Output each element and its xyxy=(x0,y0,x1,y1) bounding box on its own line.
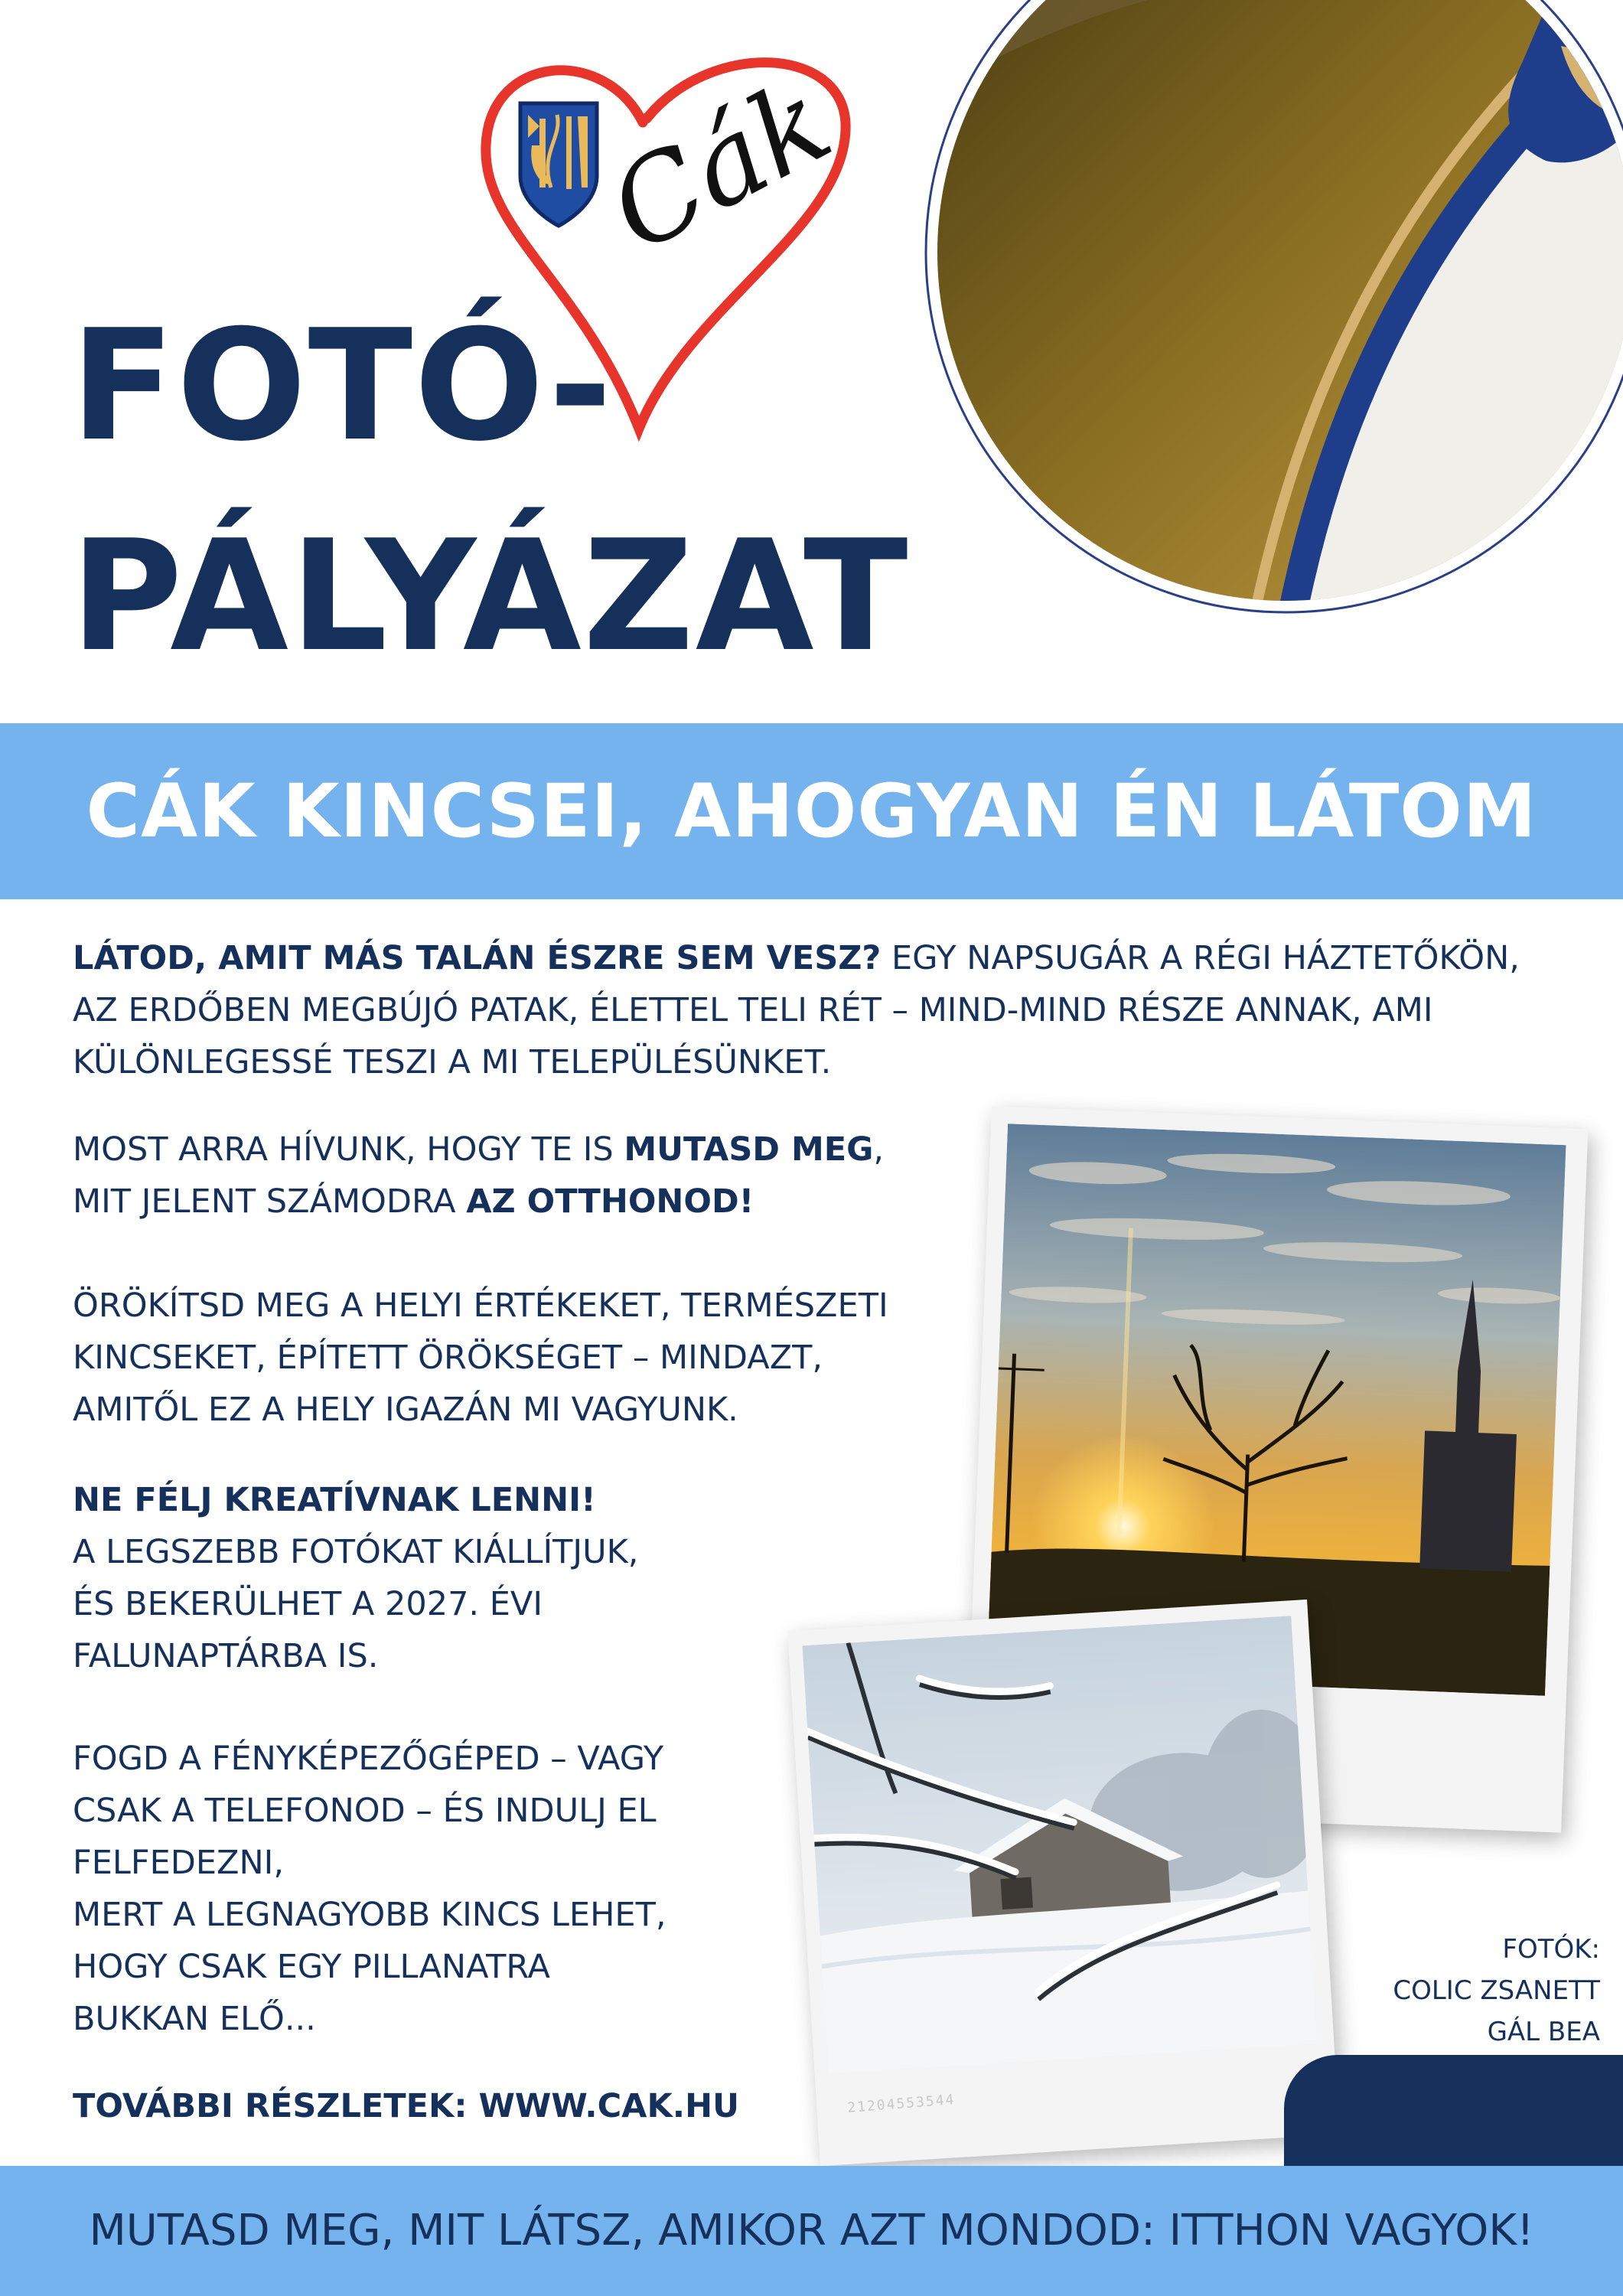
invite-paragraph xyxy=(73,1124,1037,1228)
creative-line: ÉS BEKERÜLHET A 2027. ÉVI xyxy=(73,1585,543,1623)
title-line-1: FOTÓ- xyxy=(70,297,614,475)
explore-line: BUKKAN ELŐ... xyxy=(73,2000,316,2038)
explore-paragraph xyxy=(73,1733,838,2045)
explore-line: FOGD A FÉNYKÉPEZŐGÉPED – VAGY xyxy=(73,1740,664,1778)
photo-credits-label: FOTÓK: xyxy=(1502,1934,1600,1965)
polaroid-code: 21204553544 xyxy=(846,2091,957,2116)
more-details-link[interactable]: TOVÁBBI RÉSZLETEK: WWW.CAK.HU xyxy=(73,2087,740,2125)
creative-paragraph xyxy=(73,1474,838,1682)
capture-paragraph xyxy=(73,1280,1037,1436)
creative-line: FALUNAPTÁRBA IS. xyxy=(73,1637,379,1675)
photo-credit-name: COLIC ZSANETT xyxy=(1393,1975,1600,2006)
explore-line: FELFEDEZNI, xyxy=(73,1844,285,1882)
coat-of-arms-icon xyxy=(520,103,597,226)
title-line-2: PÁLYÁZAT xyxy=(70,507,910,686)
invite-text-bold-1: MUTASD MEG xyxy=(624,1130,874,1169)
explore-line: MERT A LEGNAGYOBB KINCS LEHET, xyxy=(73,1896,666,1934)
explore-line: CSAK A TELEFONOD – ÉS INDULJ EL xyxy=(73,1792,657,1830)
welcome-sign-photo xyxy=(888,0,1623,651)
invite-text-a: MOST ARRA HÍVUNK, HOGY TE IS xyxy=(73,1130,624,1169)
invite-text-d: MIT JELENT SZÁMODRA xyxy=(73,1182,467,1221)
invite-text-comma: , xyxy=(873,1130,885,1169)
creative-heading: NE FÉLJ KREATÍVNAK LENNI! xyxy=(73,1481,596,1519)
subtitle-banner-text: CÁK KINCSEI, AHOGYAN ÉN LÁTOM xyxy=(86,768,1537,854)
creative-line: A LEGSZEBB FOTÓKAT KIÁLLÍTJUK, xyxy=(73,1533,639,1571)
intro-paragraph xyxy=(73,932,1572,1088)
intro-question: LÁTOD, AMIT MÁS TALÁN ÉSZRE SEM VESZ? xyxy=(73,939,882,977)
intro-text: EGY NAPSUGÁR A RÉGI HÁZTETŐKÖN, AZ ERDŐBEN MEGBÚJÓ PATAK, ÉLETTEL TELI RÉT – MIND-MIND RÉSZE ANNAK, AMI KÜLÖNLEGESSÉ TESZI A MI TELEPÜLÉSÜNKET. xyxy=(73,939,1520,1081)
photo-credit-name: GÁL BEA xyxy=(1487,2017,1600,2047)
footer-slogan: MUTASD MEG, MIT LÁTSZ, AMIKOR AZT MONDOD: ITTHON VAGYOK! xyxy=(89,2206,1534,2255)
capture-line: AMITŐL EZ A HELY IGAZÁN MI VAGYUNK. xyxy=(73,1391,738,1429)
photo-credits xyxy=(1393,1929,1600,2053)
subtitle-banner xyxy=(0,723,1623,899)
snow-cottage-polaroid xyxy=(787,1600,1339,2166)
snow-cottage-photo xyxy=(802,1616,1317,2073)
invite-text-bold-2: AZ OTTHONOD! xyxy=(466,1182,754,1221)
capture-line: ÖRÖKÍTSD MEG A HELYI ÉRTÉKEKET, TERMÉSZETI xyxy=(73,1287,888,1325)
footer-banner xyxy=(0,2166,1623,2296)
explore-line: HOGY CSAK EGY PILLANATRA xyxy=(73,1948,550,1986)
corner-decoration xyxy=(1284,2055,1623,2170)
capture-line: KINCSEKET, ÉPÍTETT ÖRÖKSÉGET – MINDAZT, xyxy=(73,1339,823,1377)
logo-script-text: Cák xyxy=(589,54,852,279)
